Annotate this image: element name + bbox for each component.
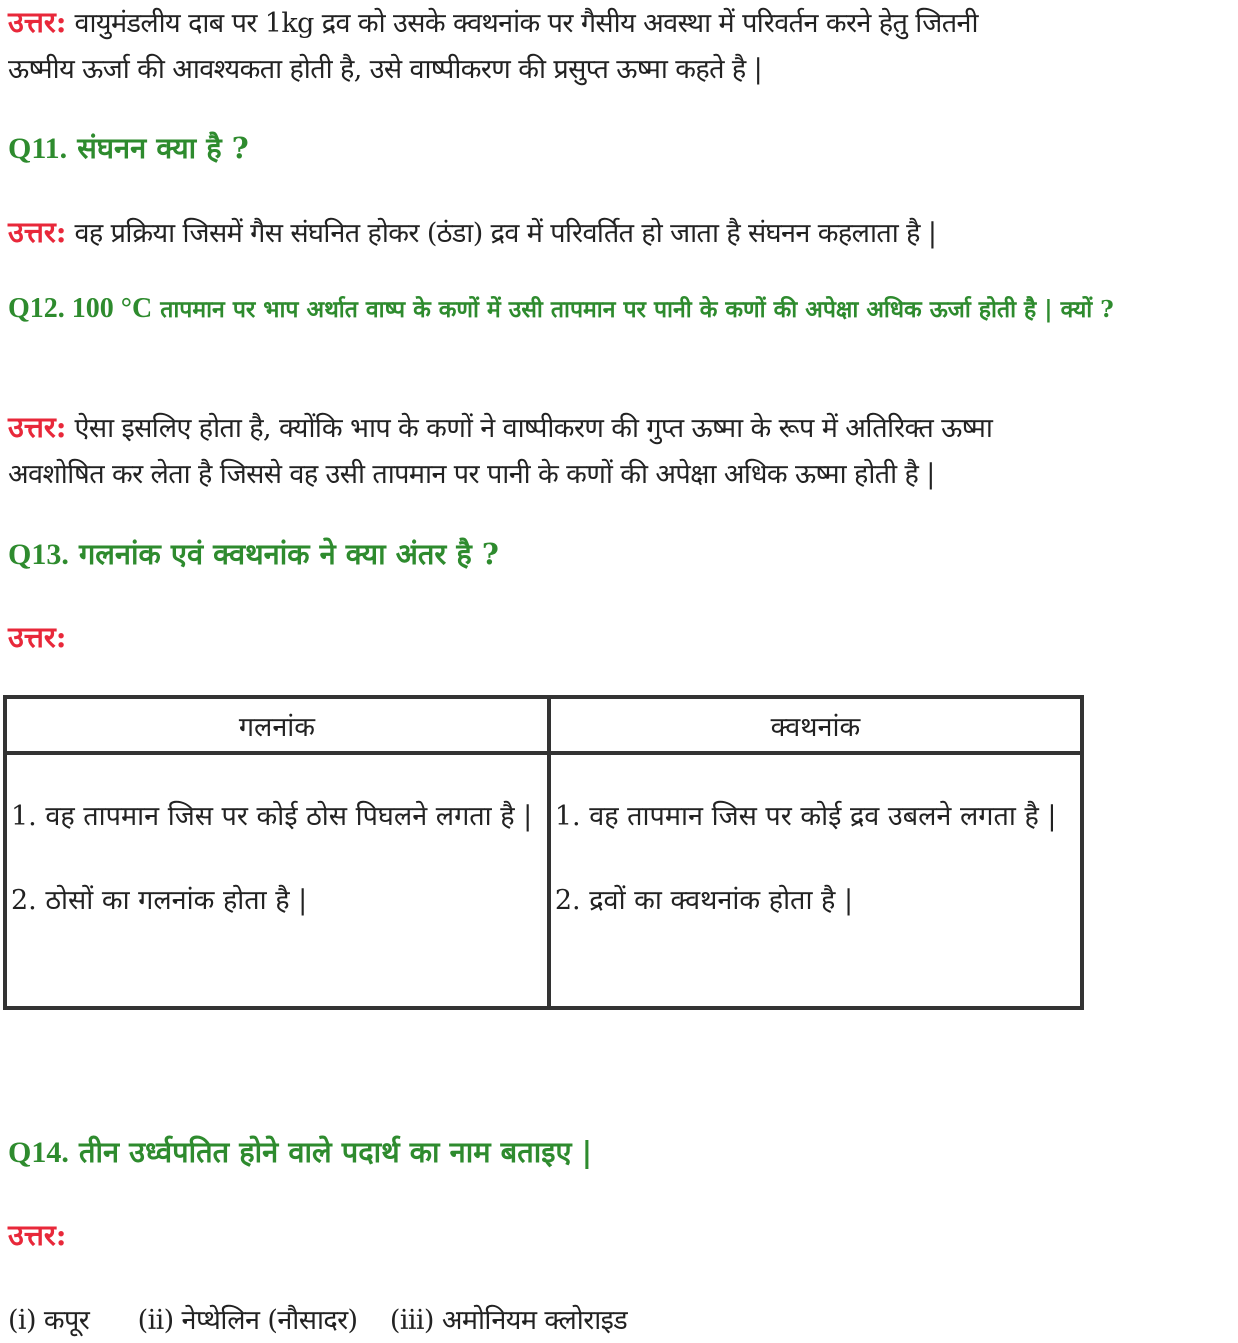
table-row — [5, 753, 1082, 1008]
question-text: तीन उर्ध्वपतित होने वाले पदार्थ का नाम बताइए | — [68, 1135, 593, 1169]
list-item: 2. द्रवों का क्वथनांक होता है | — [554, 885, 854, 916]
answer-label: उत्तर: — [8, 215, 67, 249]
question-number: Q14. — [8, 1136, 69, 1169]
q14-answer-list — [8, 1297, 1234, 1343]
table-cell-melting-point — [5, 753, 549, 1008]
list-item: 2. ठोसों का गलनांक होता है | — [11, 885, 308, 916]
q11-question — [8, 126, 1234, 171]
question-number: Q13. — [8, 538, 69, 571]
answer-text: ऐसा इसलिए होता है, क्योंकि भाप के कणों ने वाष्पीकरण की गुप्त ऊष्मा के रूप में अतिरिक्त ऊष्मा — [66, 413, 993, 444]
list-item: (i) कपूर — [8, 1305, 90, 1336]
list-item: 1. वह तापमान जिस पर कोई द्रव उबलने लगता है | — [554, 801, 1057, 832]
q14-answer — [8, 1213, 1234, 1257]
question-text: गलनांक एवं क्वथनांक ने क्या अंतर है ? — [68, 537, 499, 571]
answer-text-line2: अवशोषित कर लेता है जिससे वह उसी तापमान पर पानी के कणों की अपेक्षा अधिक ऊष्मा होती है | — [8, 459, 935, 490]
question-text: तापमान पर भाप अर्थात वाष्प के कणों में उसी तापमान पर पानी के कणों की अपेक्षा अधिक ऊर्जा होती है | क्यों ? — [152, 296, 1114, 323]
q13-question — [8, 532, 1234, 577]
answer-label: उत्तर: — [8, 410, 67, 444]
q11-answer — [8, 210, 1234, 256]
question-text: संघनन क्या है ? — [67, 131, 249, 165]
table-header-row — [5, 697, 1082, 753]
answer-text: वायुमंडलीय दाब पर 1kg द्रव को उसके क्वथनांक पर गैसीय अवस्था में परिवर्तन करने हेतु जितनी — [66, 8, 978, 39]
answer-label: उत्तर: — [8, 5, 67, 39]
table-header-melting-point: गलनांक — [5, 697, 549, 753]
answer-text-line2: ऊष्मीय ऊर्जा की आवश्यकता होती है, उसे वाष्पीकरण की प्रसुप्त ऊष्मा कहते है | — [8, 54, 763, 85]
question-number: Q12. 100 °C — [8, 293, 153, 324]
q14-question — [8, 1130, 1234, 1175]
q10-answer — [8, 0, 1234, 92]
table-cell-boiling-point — [549, 753, 1082, 1008]
q12-answer — [8, 405, 1234, 497]
table-header-boiling-point: क्वथनांक — [549, 697, 1082, 753]
q12-question — [8, 290, 1234, 329]
answer-label: उत्तर: — [8, 1218, 67, 1252]
q13-answer — [8, 615, 1234, 659]
question-number: Q11. — [8, 132, 68, 165]
answer-label: उत्तर: — [8, 620, 67, 654]
answer-text: वह प्रक्रिया जिसमें गैस संघनित होकर (ठंडा) द्रव में परिवर्तित हो जाता है संघनन कहलाता है | — [66, 218, 937, 249]
list-item: 1. वह तापमान जिस पर कोई ठोस पिघलने लगता है | — [11, 801, 533, 832]
comparison-table — [3, 695, 1084, 1010]
list-item: (ii) नेप्थेलिन (नौसादर) — [137, 1305, 358, 1336]
list-item: (iii) अमोनियम क्लोराइड — [389, 1305, 628, 1336]
